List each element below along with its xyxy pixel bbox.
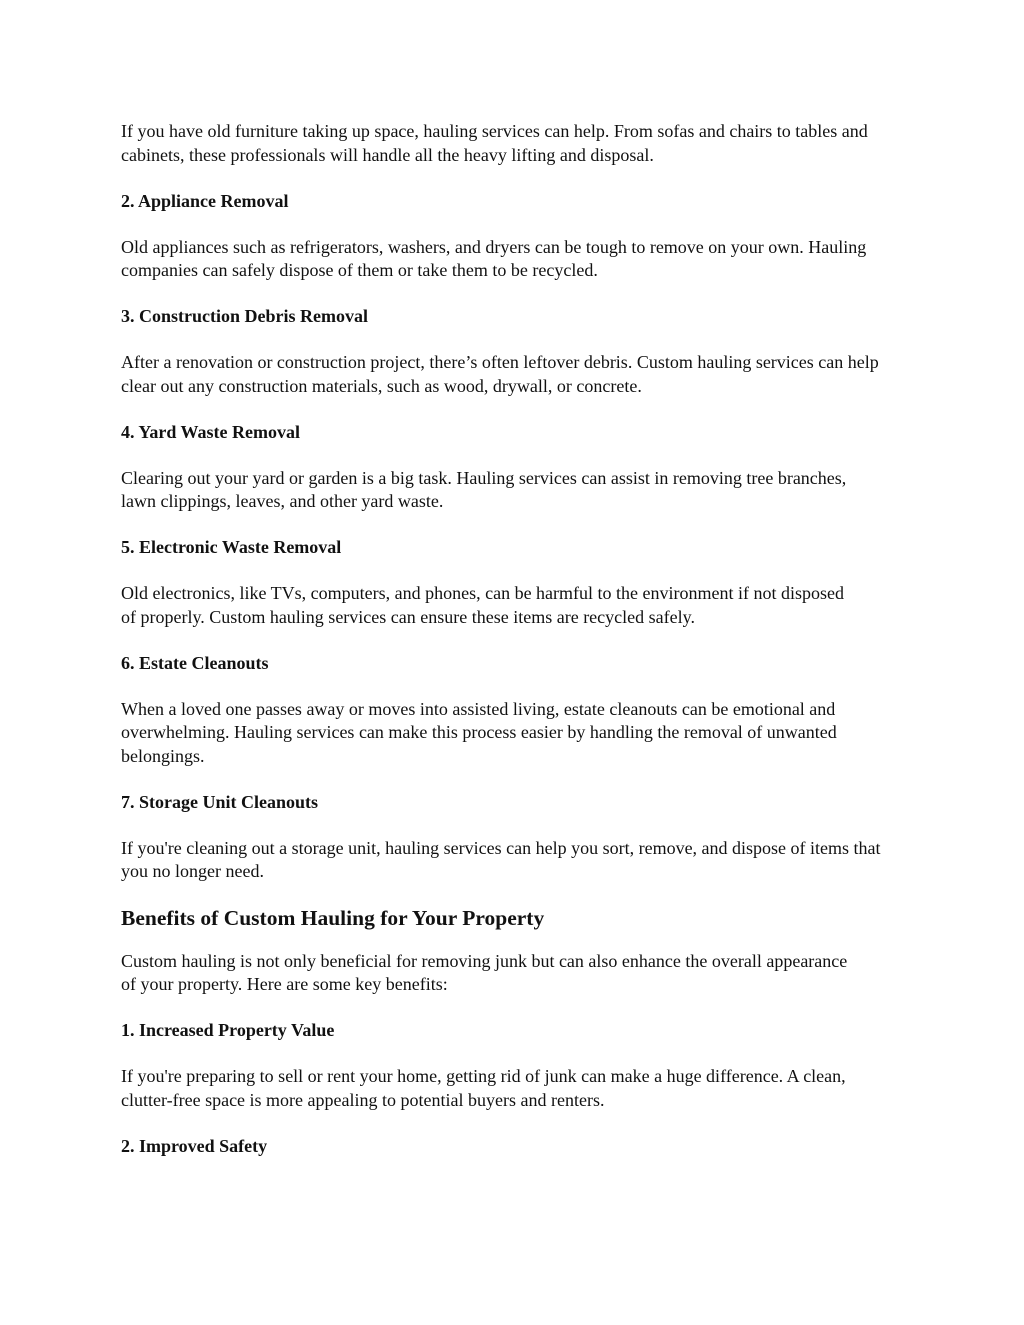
heading-yard-waste-removal: 4. Yard Waste Removal bbox=[121, 421, 300, 442]
document-page bbox=[121, 120, 911, 1158]
heading-electronic-waste-removal: 5. Electronic Waste Removal bbox=[121, 537, 342, 557]
paragraph-benefits-intro: Custom hauling is not only beneficial for removing junk but can also enhance the overall appearance of your property. Here are some key benefits: bbox=[121, 950, 848, 994]
paragraph-electronic-waste-removal: Old electronics, like TVs, computers, and phones, can be harmful to the environment if not disposed of properly. Custom hauling services can ensure these items are recycled safely. bbox=[121, 583, 844, 627]
heading-construction-debris-removal: 3. Construction Debris Removal bbox=[121, 306, 368, 326]
heading-estate-cleanouts: 6. Estate Cleanouts bbox=[121, 652, 269, 673]
paragraph-estate-cleanouts: When a loved one passes away or moves into assisted living, estate cleanouts can be emotional and overwhelming. Hauling services can make this process easier by handling the removal of unwanted belongings. bbox=[121, 698, 837, 766]
heading-storage-unit-cleanouts: 7. Storage Unit Cleanouts bbox=[121, 791, 318, 812]
section-heading-benefits: Benefits of Custom Hauling for Your Property bbox=[121, 905, 545, 930]
heading-improved-safety: 2. Improved Safety bbox=[121, 1135, 268, 1156]
heading-appliance-removal: 2. Appliance Removal bbox=[121, 190, 289, 211]
paragraph-storage-unit-cleanouts: If you're cleaning out a storage unit, hauling services can help you sort, remove, and dispose of items that you no longer need. bbox=[121, 837, 881, 881]
paragraph-construction-debris-removal: After a renovation or construction project, there’s often leftover debris. Custom hauling services can help clear out any construction materials, such as wood, drywall, or concrete. bbox=[121, 352, 879, 396]
paragraph-increased-property-value: If you're preparing to sell or rent your home, getting rid of junk can make a huge difference. A clean, clutter-free space is more appealing to potential buyers and renters. bbox=[121, 1066, 846, 1110]
paragraph-appliance-removal: Old appliances such as refrigerators, washers, and dryers can be tough to remove on your own. Hauling companies can safely dispose of them or take them to be recycled. bbox=[121, 236, 867, 280]
paragraph-yard-waste-removal: Clearing out your yard or garden is a big task. Hauling services can assist in removing tree branches, lawn clippings, leaves, and other yard waste. bbox=[121, 467, 847, 511]
heading-increased-property-value: 1. Increased Property Value bbox=[121, 1020, 335, 1040]
paragraph-furniture-removal: If you have old furniture taking up space, hauling services can help. From sofas and chairs to tables and cabinets, these professionals will handle all the heavy lifting and disposal. bbox=[121, 121, 868, 165]
